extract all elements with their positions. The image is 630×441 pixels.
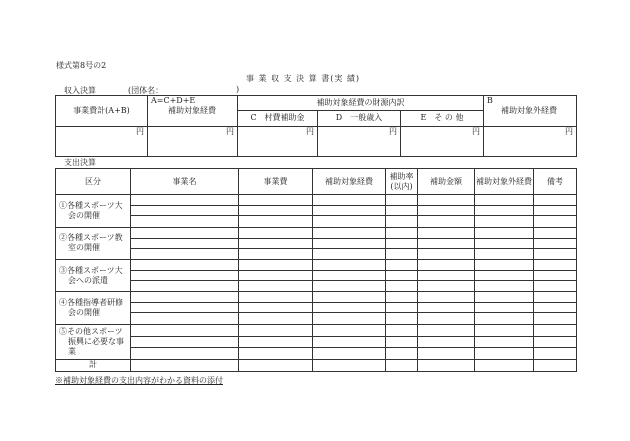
table-cell[interactable] xyxy=(534,216,577,227)
table-cell[interactable] xyxy=(386,259,418,270)
table-cell[interactable] xyxy=(131,359,239,371)
table-cell[interactable] xyxy=(239,281,313,292)
table-cell[interactable] xyxy=(534,238,577,248)
table-cell[interactable] xyxy=(475,259,534,270)
table-cell[interactable] xyxy=(418,216,475,227)
table-cell[interactable] xyxy=(534,281,577,292)
income-header-b-label: 補助対象外経費 xyxy=(501,106,558,115)
table-cell[interactable] xyxy=(239,292,313,303)
table-cell[interactable] xyxy=(386,303,418,313)
table-cell[interactable] xyxy=(475,206,534,216)
table-cell[interactable] xyxy=(313,259,386,270)
table-cell[interactable] xyxy=(386,313,418,324)
table-cell[interactable] xyxy=(418,324,475,336)
income-header-a-label: 補助対象経費 xyxy=(168,106,216,115)
table-cell[interactable] xyxy=(131,270,239,280)
table-cell[interactable] xyxy=(418,347,475,359)
table-cell[interactable] xyxy=(313,313,386,324)
table-cell[interactable] xyxy=(418,259,475,270)
table-cell[interactable] xyxy=(313,195,386,206)
table-cell[interactable] xyxy=(386,292,418,303)
page-title: 事 業 収 支 決 算 書(実 績) xyxy=(246,74,361,83)
table-cell[interactable] xyxy=(475,227,534,238)
income-header-breakdown: 補助対象経費の財源内訳 xyxy=(238,96,484,111)
header-eligible: 補助対象経費 xyxy=(313,169,386,195)
table-cell[interactable] xyxy=(418,195,475,206)
table-cell[interactable] xyxy=(418,281,475,292)
income-header-b-letter: B xyxy=(487,96,493,105)
table-cell[interactable] xyxy=(475,248,534,259)
table-cell[interactable] xyxy=(239,195,313,206)
category-1-line2: 会の開催 xyxy=(68,210,100,220)
table-cell[interactable] xyxy=(418,292,475,303)
table-cell[interactable] xyxy=(475,292,534,303)
income-header-total: 事業費計(A+B) xyxy=(56,96,148,127)
table-cell[interactable] xyxy=(131,324,239,336)
table-cell[interactable] xyxy=(386,216,418,227)
header-rate xyxy=(386,169,418,195)
header-ineligible: 補助対象外経費 xyxy=(475,169,534,195)
table-cell[interactable] xyxy=(131,227,239,238)
header-category: 区分 xyxy=(56,169,131,195)
table-cell[interactable] xyxy=(239,238,313,248)
income-a-cell[interactable]: 円 xyxy=(148,126,238,157)
table-cell[interactable] xyxy=(418,303,475,313)
category-5-line1: ⑤その他スポーツ xyxy=(59,326,123,336)
table-cell[interactable] xyxy=(313,347,386,359)
table-cell[interactable] xyxy=(313,336,386,347)
table-cell[interactable] xyxy=(534,259,577,270)
table-cell[interactable] xyxy=(386,227,418,238)
category-4-line1: ④各種指導者研修 xyxy=(59,297,123,307)
expense-table xyxy=(55,168,577,372)
table-cell[interactable] xyxy=(313,303,386,313)
table-cell[interactable] xyxy=(386,324,418,336)
table-cell[interactable] xyxy=(534,227,577,238)
table-cell[interactable] xyxy=(313,227,386,238)
table-cell[interactable] xyxy=(239,216,313,227)
table-cell[interactable] xyxy=(418,270,475,280)
header-rate-line1: 補助率 xyxy=(389,171,414,181)
table-cell[interactable] xyxy=(534,195,577,206)
category-1-line1: ①各種スポーツ大 xyxy=(59,200,123,210)
table-cell[interactable] xyxy=(313,324,386,336)
table-cell[interactable] xyxy=(386,270,418,280)
table-cell[interactable] xyxy=(131,216,239,227)
table-cell[interactable] xyxy=(131,238,239,248)
income-table xyxy=(55,95,577,157)
table-cell[interactable] xyxy=(475,313,534,324)
category-5-line2: 振興に必要な事 xyxy=(68,336,124,346)
table-cell[interactable] xyxy=(534,313,577,324)
org-name-close: ) xyxy=(236,85,240,94)
table-cell[interactable] xyxy=(313,292,386,303)
category-2-line1: ②各種スポーツ教 xyxy=(59,233,123,243)
table-cell[interactable] xyxy=(313,359,386,371)
table-cell[interactable] xyxy=(534,206,577,216)
table-cell[interactable] xyxy=(239,313,313,324)
table-cell[interactable] xyxy=(386,336,418,347)
income-e-cell[interactable]: 円 xyxy=(401,126,484,157)
table-cell[interactable] xyxy=(418,336,475,347)
table-cell[interactable] xyxy=(313,238,386,248)
expense-heading: 支出決算 xyxy=(64,158,96,167)
category-5-line3: 業 xyxy=(68,346,76,356)
table-cell[interactable] xyxy=(475,195,534,206)
table-cell[interactable] xyxy=(534,248,577,259)
table-cell[interactable] xyxy=(386,347,418,359)
table-cell[interactable] xyxy=(131,313,239,324)
table-cell[interactable] xyxy=(386,248,418,259)
total-label: 計 xyxy=(56,359,131,371)
table-cell[interactable] xyxy=(386,238,418,248)
table-cell[interactable] xyxy=(475,303,534,313)
table-cell[interactable] xyxy=(131,195,239,206)
income-header-e: E そ の 他 xyxy=(401,111,484,126)
category-2 xyxy=(56,227,131,259)
income-c-cell[interactable]: 円 xyxy=(238,126,318,157)
table-cell[interactable] xyxy=(534,336,577,347)
table-cell[interactable] xyxy=(418,313,475,324)
table-cell[interactable] xyxy=(313,281,386,292)
org-name-label: (団体名： xyxy=(128,86,164,95)
header-remarks: 備考 xyxy=(534,169,577,195)
table-cell[interactable] xyxy=(313,216,386,227)
table-cell[interactable] xyxy=(418,227,475,238)
category-4 xyxy=(56,292,131,324)
income-heading: 収入決算 xyxy=(64,86,96,95)
table-cell[interactable] xyxy=(534,303,577,313)
header-amount: 補助金額 xyxy=(418,169,475,195)
table-cell[interactable] xyxy=(386,195,418,206)
header-project: 事業名 xyxy=(131,169,239,195)
table-cell[interactable] xyxy=(475,281,534,292)
table-cell[interactable] xyxy=(131,248,239,259)
form-number: 様式第8号の2 xyxy=(56,61,107,70)
table-cell[interactable] xyxy=(534,270,577,280)
table-cell[interactable] xyxy=(131,281,239,292)
table-cell[interactable] xyxy=(239,324,313,336)
table-cell[interactable] xyxy=(475,324,534,336)
table-cell[interactable] xyxy=(418,206,475,216)
category-3 xyxy=(56,259,131,291)
category-2-line2: 室の開催 xyxy=(68,243,100,253)
table-cell[interactable] xyxy=(475,238,534,248)
category-3-line1: ③各種スポーツ大 xyxy=(59,265,123,275)
table-cell[interactable] xyxy=(313,206,386,216)
table-cell[interactable] xyxy=(475,336,534,347)
header-rate-line2: (以内) xyxy=(390,181,413,191)
income-header-a-formula: A=C+D+E xyxy=(151,96,196,105)
table-cell[interactable] xyxy=(534,292,577,303)
table-cell[interactable] xyxy=(418,359,475,371)
category-5 xyxy=(56,324,131,359)
table-cell[interactable] xyxy=(418,238,475,248)
footnote: ※補助対象経費の支出内容がわかる資料の添付 xyxy=(55,376,223,385)
table-cell[interactable] xyxy=(239,227,313,238)
income-header-a xyxy=(148,96,238,127)
table-cell[interactable] xyxy=(313,270,386,280)
table-cell[interactable] xyxy=(534,347,577,359)
header-cost: 事業費 xyxy=(239,169,313,195)
category-3-line2: 会への派遣 xyxy=(68,275,108,285)
income-b-cell[interactable]: 円 xyxy=(484,126,577,157)
income-header-d: D 一般歳入 xyxy=(318,111,401,126)
table-cell[interactable] xyxy=(475,347,534,359)
table-cell[interactable] xyxy=(418,248,475,259)
income-header-c: C 村費補助金 xyxy=(238,111,318,126)
table-cell[interactable] xyxy=(386,359,418,371)
table-cell[interactable] xyxy=(131,336,239,347)
table-cell[interactable] xyxy=(386,206,418,216)
table-cell[interactable] xyxy=(239,259,313,270)
table-cell[interactable] xyxy=(534,359,577,371)
table-cell[interactable] xyxy=(239,248,313,259)
table-cell[interactable] xyxy=(131,206,239,216)
category-4-line2: 会の開催 xyxy=(68,307,100,317)
table-cell[interactable] xyxy=(239,303,313,313)
category-1 xyxy=(56,195,131,227)
table-cell[interactable] xyxy=(475,270,534,280)
table-cell[interactable] xyxy=(131,347,239,359)
table-cell[interactable] xyxy=(131,303,239,313)
income-header-b xyxy=(484,96,577,127)
table-cell[interactable] xyxy=(534,324,577,336)
table-cell[interactable] xyxy=(475,216,534,227)
table-cell[interactable] xyxy=(131,292,239,303)
table-cell[interactable] xyxy=(239,270,313,280)
table-cell[interactable] xyxy=(239,336,313,347)
table-cell[interactable] xyxy=(475,359,534,371)
income-total-cell[interactable]: 円 xyxy=(56,126,148,157)
table-cell[interactable] xyxy=(239,347,313,359)
table-cell[interactable] xyxy=(131,259,239,270)
income-d-cell[interactable]: 円 xyxy=(318,126,401,157)
table-cell[interactable] xyxy=(386,281,418,292)
table-cell[interactable] xyxy=(239,359,313,371)
table-cell[interactable] xyxy=(239,206,313,216)
table-cell[interactable] xyxy=(313,248,386,259)
